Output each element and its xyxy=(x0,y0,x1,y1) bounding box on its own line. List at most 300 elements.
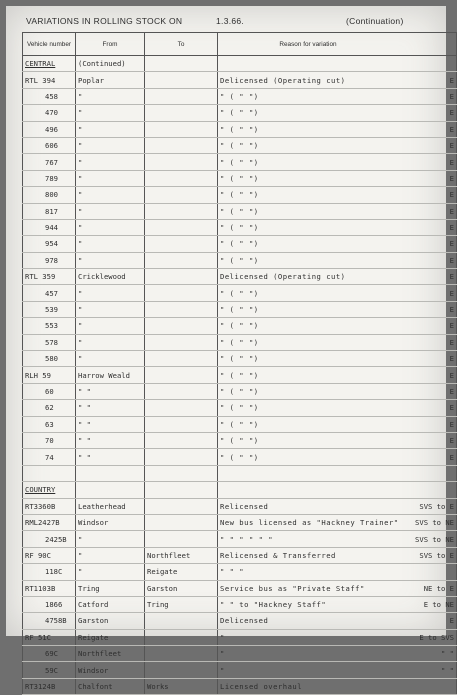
vehicle-number-cell xyxy=(23,236,76,252)
to-cell xyxy=(145,334,218,350)
to-cell xyxy=(145,580,218,596)
vehicle-number-cell xyxy=(23,383,76,399)
code-cell-text: E xyxy=(449,436,454,446)
code-cell xyxy=(398,564,457,580)
from-cell xyxy=(76,236,145,252)
code-cell xyxy=(398,596,457,612)
code-cell-text: E xyxy=(449,239,454,249)
table-row xyxy=(23,629,457,645)
to-cell xyxy=(145,187,218,203)
code-cell xyxy=(398,400,457,416)
table-row xyxy=(23,351,457,367)
to-cell xyxy=(145,203,218,219)
vehicle-number-cell xyxy=(23,432,76,448)
reason-cell-text: " ( " ") xyxy=(220,141,259,151)
code-cell xyxy=(398,301,457,317)
from-cell xyxy=(76,285,145,301)
table-row xyxy=(23,137,457,153)
from-cell-text: " xyxy=(78,321,83,331)
table-header-row xyxy=(23,33,457,56)
from-cell xyxy=(76,252,145,268)
reason-cell-text: " " " xyxy=(220,567,245,577)
table-row xyxy=(23,531,457,547)
table-row xyxy=(23,547,457,563)
code-cell xyxy=(398,285,457,301)
from-cell-text: Poplar xyxy=(78,75,104,85)
code-cell-text: E xyxy=(449,190,454,200)
reason-cell xyxy=(218,514,399,530)
to-cell xyxy=(145,367,218,383)
table-row xyxy=(23,465,457,481)
code-cell xyxy=(398,351,457,367)
vehicle-number-cell xyxy=(23,547,76,563)
from-cell-text: " xyxy=(78,223,83,233)
reason-cell-text: " " " " " " xyxy=(220,534,274,544)
code-cell-text: E xyxy=(449,223,454,233)
reason-cell xyxy=(218,236,399,252)
reason-cell xyxy=(218,72,399,88)
reason-cell-text: " ( " ") xyxy=(220,337,259,347)
from-cell xyxy=(76,105,145,121)
from-cell xyxy=(76,564,145,580)
code-cell xyxy=(398,646,457,662)
to-cell-text: Tring xyxy=(147,600,169,610)
table-row xyxy=(23,646,457,662)
vehicle-number-cell xyxy=(23,400,76,416)
code-cell xyxy=(398,416,457,432)
table-row xyxy=(23,252,457,268)
reason-cell xyxy=(218,662,399,678)
code-cell-text: E to SVS xyxy=(419,632,454,642)
from-cell-text: " xyxy=(78,354,83,364)
column-header-code xyxy=(398,33,457,56)
vehicle-number-cell-text: RML2427B xyxy=(25,518,60,528)
reason-cell-text: Relicensed & Transferred xyxy=(220,550,336,560)
table-row xyxy=(23,301,457,317)
vehicle-number-cell-text: RTL 394 xyxy=(25,75,56,85)
from-cell-text: " xyxy=(78,206,83,216)
vehicle-number-cell-text: 60 xyxy=(45,387,54,396)
code-cell-text: E xyxy=(449,173,454,183)
from-cell xyxy=(76,269,145,285)
vehicle-number-cell-text: 580 xyxy=(45,354,58,364)
from-cell-text: Harrow Weald xyxy=(78,370,130,380)
from-cell-text: " " xyxy=(78,403,91,413)
vehicle-number-cell-text: 69C xyxy=(45,649,58,659)
reason-cell xyxy=(218,269,399,285)
table-row xyxy=(23,88,457,104)
vehicle-number-cell-text: RLH 59 xyxy=(25,370,51,380)
code-cell xyxy=(398,465,457,481)
reason-cell xyxy=(218,318,399,334)
code-cell xyxy=(398,105,457,121)
from-cell xyxy=(76,498,145,514)
code-cell xyxy=(398,449,457,465)
vehicle-number-cell-text: 74 xyxy=(45,452,54,462)
reason-cell xyxy=(218,137,399,153)
reason-cell xyxy=(218,416,399,432)
vehicle-number-cell xyxy=(23,662,76,678)
to-cell xyxy=(145,416,218,432)
reason-cell-text: " ( " ") xyxy=(220,190,259,200)
table-row xyxy=(23,498,457,514)
table-row xyxy=(23,334,457,350)
to-cell xyxy=(145,596,218,612)
from-cell xyxy=(76,432,145,448)
code-cell xyxy=(398,580,457,596)
from-cell-text: " xyxy=(78,534,83,544)
from-cell xyxy=(76,662,145,678)
table-row xyxy=(23,416,457,432)
vehicle-number-cell-text: RF 90C xyxy=(25,550,51,560)
vehicle-number-cell-text: 767 xyxy=(45,157,58,167)
table-row xyxy=(23,564,457,580)
vehicle-number-cell-text: 118C xyxy=(45,567,63,577)
code-cell-text: E xyxy=(449,206,454,216)
table-row xyxy=(23,105,457,121)
code-cell-text: E xyxy=(449,452,454,462)
from-cell xyxy=(76,318,145,334)
reason-cell-text: Licensed overhaul xyxy=(220,682,303,692)
from-cell xyxy=(76,56,145,72)
document-header xyxy=(26,14,440,30)
reason-cell-text: Delicensed (Operating cut) xyxy=(220,272,346,282)
from-cell xyxy=(76,400,145,416)
reason-cell xyxy=(218,613,399,629)
vehicle-number-cell xyxy=(23,482,76,498)
column-header-vehicle: Vehicle number xyxy=(23,33,76,56)
code-cell xyxy=(398,88,457,104)
from-cell xyxy=(76,203,145,219)
reason-cell-text: " " to "Hackney Staff" xyxy=(220,600,327,610)
from-cell xyxy=(76,170,145,186)
table-row xyxy=(23,269,457,285)
code-cell xyxy=(398,629,457,645)
reason-cell xyxy=(218,531,399,547)
from-cell-text: " xyxy=(78,255,83,265)
code-cell-text: E xyxy=(449,108,454,118)
vehicle-number-cell xyxy=(23,629,76,645)
code-cell xyxy=(398,531,457,547)
vehicle-number-cell-text: 2425B xyxy=(45,534,67,544)
code-cell xyxy=(398,432,457,448)
reason-cell xyxy=(218,629,399,645)
to-cell xyxy=(145,154,218,170)
to-cell xyxy=(145,72,218,88)
section-row xyxy=(23,56,457,72)
reason-cell-text: " ( " ") xyxy=(220,354,259,364)
from-cell-text: Garston xyxy=(78,616,109,626)
from-cell-text: " xyxy=(78,337,83,347)
table-row xyxy=(23,72,457,88)
code-cell-text: E xyxy=(449,419,454,429)
code-cell xyxy=(398,678,457,694)
vehicle-number-cell xyxy=(23,88,76,104)
from-cell xyxy=(76,449,145,465)
reason-cell-text: " ( " ") xyxy=(220,255,259,265)
table-row xyxy=(23,219,457,235)
to-cell xyxy=(145,678,218,694)
reason-cell-text: New bus licensed as "Hackney Trainer" xyxy=(220,518,399,528)
vehicle-number-cell-text: 978 xyxy=(45,255,58,265)
vehicle-number-cell xyxy=(23,105,76,121)
from-cell-text: Northfleet xyxy=(78,649,122,659)
vehicle-number-cell-text: 539 xyxy=(45,305,58,315)
vehicle-number-cell xyxy=(23,498,76,514)
to-cell xyxy=(145,170,218,186)
reason-cell xyxy=(218,334,399,350)
document-date: 1.3.66. xyxy=(216,16,245,26)
reason-cell xyxy=(218,580,399,596)
to-cell xyxy=(145,219,218,235)
vehicle-number-cell xyxy=(23,187,76,203)
to-cell xyxy=(145,236,218,252)
code-cell xyxy=(398,482,457,498)
from-cell xyxy=(76,88,145,104)
vehicle-number-cell xyxy=(23,56,76,72)
vehicle-number-cell xyxy=(23,449,76,465)
from-cell-text: Chalfont xyxy=(78,682,113,692)
document-page xyxy=(6,6,454,692)
from-cell xyxy=(76,531,145,547)
reason-cell xyxy=(218,400,399,416)
table-row xyxy=(23,662,457,678)
to-cell xyxy=(145,285,218,301)
vehicle-number-cell-text: RT3360B xyxy=(25,501,56,511)
code-cell xyxy=(398,170,457,186)
from-cell-text: Catford xyxy=(78,600,109,610)
to-cell xyxy=(145,498,218,514)
code-cell-text: E xyxy=(449,321,454,331)
code-cell-text: SVS to NE xyxy=(415,534,454,544)
code-cell-text: E xyxy=(449,370,454,380)
table-row xyxy=(23,236,457,252)
vehicle-number-cell xyxy=(23,646,76,662)
to-cell xyxy=(145,432,218,448)
to-cell xyxy=(145,400,218,416)
vehicle-number-cell xyxy=(23,269,76,285)
from-cell xyxy=(76,219,145,235)
vehicle-number-cell-text: RF 51C xyxy=(25,632,51,642)
reason-cell xyxy=(218,301,399,317)
vehicle-number-cell xyxy=(23,678,76,694)
from-cell xyxy=(76,367,145,383)
from-cell-text: " xyxy=(78,141,83,151)
reason-cell xyxy=(218,88,399,104)
reason-cell xyxy=(218,564,399,580)
code-cell-text: E xyxy=(449,272,454,282)
vehicle-number-cell xyxy=(23,285,76,301)
vehicle-number-cell-text: 63 xyxy=(45,419,54,429)
code-cell xyxy=(398,613,457,629)
from-cell-text: Tring xyxy=(78,583,100,593)
vehicle-number-cell-text: 458 xyxy=(45,91,58,101)
from-cell xyxy=(76,137,145,153)
code-cell-text: E xyxy=(449,75,454,85)
from-cell xyxy=(76,334,145,350)
table-body xyxy=(23,56,457,695)
vehicle-number-cell xyxy=(23,613,76,629)
from-cell xyxy=(76,646,145,662)
table-row xyxy=(23,514,457,530)
from-cell-text: " xyxy=(78,91,83,101)
code-cell-text: " " xyxy=(441,665,454,675)
vehicle-number-cell-text: 4758B xyxy=(45,616,67,626)
to-cell xyxy=(145,531,218,547)
vehicle-number-cell xyxy=(23,514,76,530)
to-cell xyxy=(145,383,218,399)
code-cell-text: E to NE xyxy=(423,600,454,610)
from-cell-text: Windsor xyxy=(78,665,109,675)
from-cell-text: " xyxy=(78,305,83,315)
from-cell xyxy=(76,351,145,367)
table-row xyxy=(23,613,457,629)
table-row xyxy=(23,154,457,170)
code-cell-text: E xyxy=(449,387,454,396)
vehicle-number-cell-text: RT1103B xyxy=(25,583,56,593)
from-cell-text: Cricklewood xyxy=(78,272,126,282)
to-cell-text: Northfleet xyxy=(147,550,191,560)
table-row xyxy=(23,596,457,612)
reason-cell-text: " ( " ") xyxy=(220,452,259,462)
to-cell xyxy=(145,514,218,530)
from-cell-text: Windsor xyxy=(78,518,109,528)
table-row xyxy=(23,285,457,301)
vehicle-number-cell xyxy=(23,252,76,268)
to-cell xyxy=(145,449,218,465)
code-cell xyxy=(398,334,457,350)
vehicle-number-cell-text: 954 xyxy=(45,239,58,249)
vehicle-number-cell xyxy=(23,121,76,137)
to-cell xyxy=(145,564,218,580)
code-cell xyxy=(398,203,457,219)
table-row xyxy=(23,203,457,219)
reason-cell-text: " ( " ") xyxy=(220,288,259,298)
to-cell xyxy=(145,56,218,72)
reason-cell xyxy=(218,367,399,383)
vehicle-number-cell-text: 553 xyxy=(45,321,58,331)
reason-cell-text: " ( " ") xyxy=(220,157,259,167)
vehicle-number-cell-text: 1866 xyxy=(45,600,63,610)
reason-cell xyxy=(218,285,399,301)
vehicle-number-cell-text: 496 xyxy=(45,124,58,134)
reason-cell xyxy=(218,646,399,662)
code-cell-text: E xyxy=(449,616,454,626)
from-cell xyxy=(76,416,145,432)
code-cell-text: E xyxy=(449,157,454,167)
to-cell xyxy=(145,482,218,498)
from-cell xyxy=(76,154,145,170)
from-cell-text: " xyxy=(78,550,83,560)
reason-cell-text: " ( " ") xyxy=(220,173,259,183)
vehicle-number-cell-text: RT3124B xyxy=(25,682,56,692)
column-header-reason: Reason for variation xyxy=(218,33,399,56)
vehicle-number-cell-text: 944 xyxy=(45,223,58,233)
vehicle-number-cell xyxy=(23,416,76,432)
reason-cell xyxy=(218,187,399,203)
code-cell xyxy=(398,367,457,383)
reason-cell-text: Relicensed xyxy=(220,501,269,511)
reason-cell-text: " ( " ") xyxy=(220,206,259,216)
to-cell xyxy=(145,252,218,268)
reason-cell xyxy=(218,449,399,465)
reason-cell-text: " ( " ") xyxy=(220,370,259,380)
from-cell xyxy=(76,580,145,596)
table-row xyxy=(23,187,457,203)
code-cell-text: E xyxy=(449,91,454,101)
vehicle-number-cell xyxy=(23,154,76,170)
reason-cell xyxy=(218,105,399,121)
code-cell xyxy=(398,318,457,334)
to-cell xyxy=(145,646,218,662)
reason-cell-text: " ( " ") xyxy=(220,91,259,101)
vehicle-number-cell xyxy=(23,334,76,350)
code-cell-text: SVS to E xyxy=(419,501,454,511)
table-row xyxy=(23,580,457,596)
to-cell xyxy=(145,105,218,121)
table-row xyxy=(23,121,457,137)
to-cell xyxy=(145,269,218,285)
to-cell xyxy=(145,88,218,104)
from-cell-text: " xyxy=(78,288,83,298)
vehicle-number-cell xyxy=(23,531,76,547)
document-title: VARIATIONS IN ROLLING STOCK ON xyxy=(26,16,183,26)
table-row xyxy=(23,400,457,416)
reason-cell-text: " ( " ") xyxy=(220,436,259,446)
code-cell xyxy=(398,252,457,268)
to-cell xyxy=(145,121,218,137)
table-row xyxy=(23,432,457,448)
from-cell-text: " xyxy=(78,239,83,249)
vehicle-number-cell-text: 62 xyxy=(45,403,54,413)
reason-cell xyxy=(218,482,399,498)
from-cell xyxy=(76,72,145,88)
vehicle-number-cell xyxy=(23,564,76,580)
code-cell-text: E xyxy=(449,403,454,413)
reason-cell xyxy=(218,547,399,563)
code-cell xyxy=(398,72,457,88)
from-cell xyxy=(76,514,145,530)
code-cell xyxy=(398,56,457,72)
table-row xyxy=(23,678,457,694)
from-cell-text: " xyxy=(78,190,83,200)
to-cell xyxy=(145,613,218,629)
reason-cell xyxy=(218,203,399,219)
vehicle-number-cell-text: 457 xyxy=(45,288,58,298)
from-cell-text: " xyxy=(78,108,83,118)
to-cell-text: Works xyxy=(147,682,169,692)
vehicle-number-cell xyxy=(23,351,76,367)
table-row xyxy=(23,170,457,186)
reason-cell xyxy=(218,252,399,268)
vehicle-number-cell-text: COUNTRY xyxy=(25,485,56,495)
to-cell xyxy=(145,662,218,678)
reason-cell-text: " xyxy=(220,632,225,642)
code-cell-text: E xyxy=(449,124,454,134)
from-cell xyxy=(76,678,145,694)
vehicle-number-cell xyxy=(23,219,76,235)
vehicle-number-cell xyxy=(23,301,76,317)
table-row xyxy=(23,383,457,399)
code-cell-text: SVS to E xyxy=(419,550,454,560)
to-cell xyxy=(145,629,218,645)
from-cell-text: " xyxy=(78,124,83,134)
code-cell xyxy=(398,547,457,563)
reason-cell-text: Delicensed xyxy=(220,616,269,626)
vehicle-number-cell-text: 606 xyxy=(45,141,58,151)
reason-cell-text: " ( " ") xyxy=(220,419,259,429)
from-cell-text: (Continued) xyxy=(78,59,126,69)
